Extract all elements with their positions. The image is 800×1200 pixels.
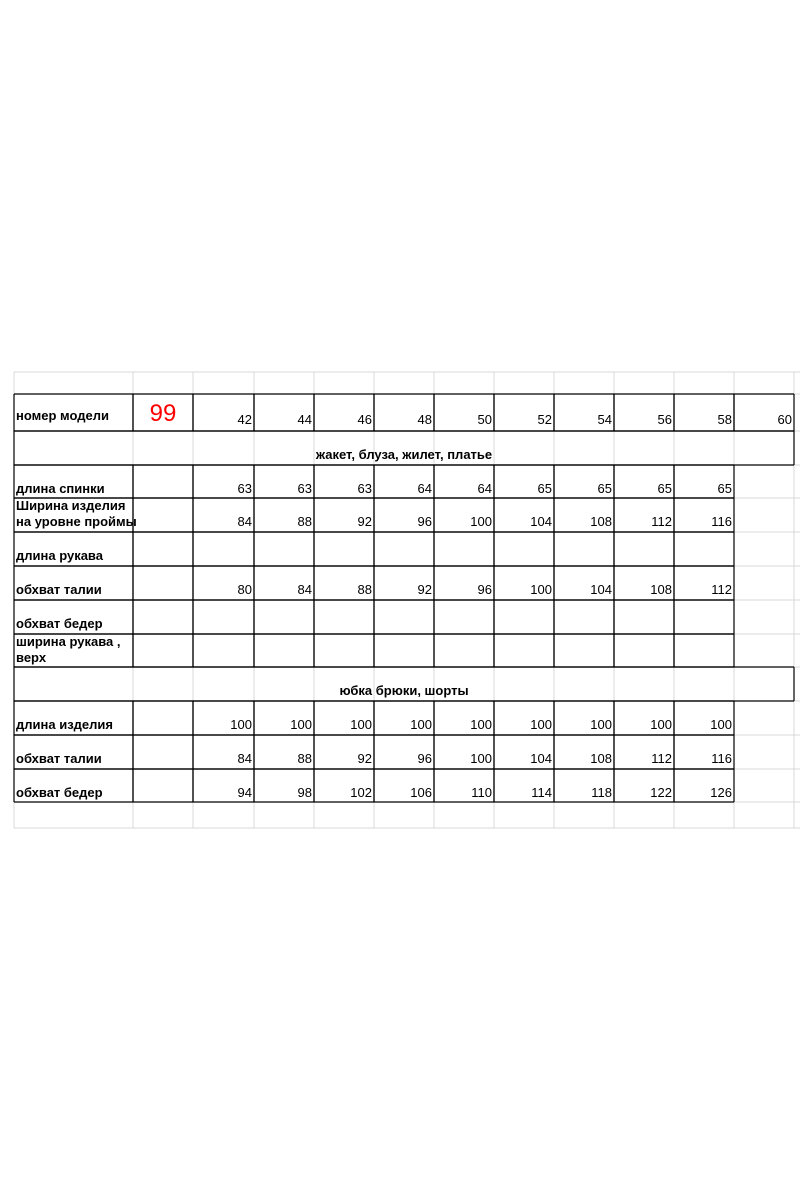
value-cell bbox=[614, 634, 674, 667]
value-cell bbox=[614, 600, 674, 634]
value-cell: 104 bbox=[590, 582, 612, 597]
value-cell: 108 bbox=[590, 514, 612, 529]
value-cell: 65 bbox=[537, 481, 552, 496]
value-cell: 96 bbox=[417, 751, 432, 766]
value-cell: 88 bbox=[297, 751, 312, 766]
row-label bbox=[14, 769, 173, 802]
value-cell: 100 bbox=[530, 717, 552, 732]
row-label-line: ширина рукава , bbox=[16, 634, 121, 649]
value-cell: 65 bbox=[597, 481, 612, 496]
size-header-cell: 60 bbox=[777, 412, 792, 427]
value-cell: 100 bbox=[410, 717, 432, 732]
value-cell: 92 bbox=[357, 751, 372, 766]
value-cell: 100 bbox=[710, 717, 732, 732]
size-header-cell: 52 bbox=[537, 412, 552, 427]
value-cell: 100 bbox=[650, 717, 672, 732]
value-cell bbox=[554, 532, 614, 566]
value-cell bbox=[193, 600, 254, 634]
value-cell: 64 bbox=[477, 481, 492, 496]
size-header-cell: 58 bbox=[717, 412, 732, 427]
value-cell bbox=[193, 634, 254, 667]
value-cell: 106 bbox=[410, 785, 432, 800]
value-cell: 84 bbox=[237, 751, 252, 766]
value-cell bbox=[614, 532, 674, 566]
row-label bbox=[14, 532, 173, 566]
value-cell: 65 bbox=[657, 481, 672, 496]
value-cell bbox=[674, 634, 734, 667]
value-cell: 100 bbox=[530, 582, 552, 597]
value-cell: 64 bbox=[417, 481, 432, 496]
size-header-cell: 46 bbox=[357, 412, 372, 427]
value-cell: 108 bbox=[590, 751, 612, 766]
row-label-line: обхват талии bbox=[16, 582, 102, 597]
value-cell: 100 bbox=[290, 717, 312, 732]
value-cell bbox=[674, 600, 734, 634]
value-cell: 102 bbox=[350, 785, 372, 800]
value-cell bbox=[554, 600, 614, 634]
value-cell: 88 bbox=[357, 582, 372, 597]
value-cell: 114 bbox=[531, 785, 552, 800]
row-label-line: обхват бедер bbox=[16, 785, 103, 800]
value-cell: 92 bbox=[357, 514, 372, 529]
value-cell bbox=[254, 600, 314, 634]
row-label bbox=[14, 701, 173, 735]
value-cell bbox=[434, 532, 494, 566]
value-cell: 96 bbox=[417, 514, 432, 529]
value-cell: 100 bbox=[470, 751, 492, 766]
size-header-cell: 44 bbox=[297, 412, 312, 427]
value-cell: 108 bbox=[650, 582, 672, 597]
value-cell bbox=[193, 532, 254, 566]
value-cell: 100 bbox=[230, 717, 252, 732]
value-cell: 98 bbox=[297, 785, 312, 800]
model-number-label: номер модели bbox=[16, 408, 109, 423]
size-header-cell: 54 bbox=[597, 412, 612, 427]
value-cell: 100 bbox=[470, 514, 492, 529]
value-cell bbox=[374, 600, 434, 634]
value-cell: 92 bbox=[417, 582, 432, 597]
row-label-line: длина спинки bbox=[16, 481, 105, 496]
value-cell: 88 bbox=[297, 514, 312, 529]
value-cell: 118 bbox=[591, 785, 612, 800]
value-cell bbox=[314, 634, 374, 667]
value-cell: 63 bbox=[357, 481, 372, 496]
value-cell: 63 bbox=[237, 481, 252, 496]
value-cell: 104 bbox=[530, 751, 552, 766]
value-cell: 104 bbox=[530, 514, 552, 529]
value-cell bbox=[374, 634, 434, 667]
value-cell bbox=[254, 634, 314, 667]
size-header-cell: 42 bbox=[237, 412, 252, 427]
value-cell: 94 bbox=[237, 785, 252, 800]
size-header-cell: 56 bbox=[657, 412, 672, 427]
row-label-line: обхват талии bbox=[16, 751, 102, 766]
row-label-line: Ширина изделия bbox=[16, 498, 126, 513]
row-label bbox=[14, 600, 173, 634]
row-label-line: обхват бедер bbox=[16, 616, 103, 631]
value-cell: 84 bbox=[237, 514, 252, 529]
value-cell bbox=[254, 532, 314, 566]
value-cell bbox=[374, 532, 434, 566]
row-label-line: длина рукава bbox=[16, 548, 103, 563]
value-cell: 100 bbox=[350, 717, 372, 732]
row-label-line: длина изделия bbox=[16, 717, 113, 732]
value-cell: 84 bbox=[297, 582, 312, 597]
value-cell: 100 bbox=[590, 717, 612, 732]
value-cell: 112 bbox=[651, 751, 672, 766]
row-label bbox=[14, 735, 173, 769]
row-label bbox=[14, 634, 173, 667]
row-label bbox=[14, 566, 173, 600]
value-cell bbox=[494, 634, 554, 667]
value-cell bbox=[434, 634, 494, 667]
section-title: юбка брюки, шорты bbox=[339, 683, 469, 698]
value-cell: 100 bbox=[470, 717, 492, 732]
value-cell bbox=[494, 532, 554, 566]
section-title: жакет, блуза, жилет, платье bbox=[315, 447, 493, 462]
size-header-cell: 48 bbox=[417, 412, 432, 427]
row-label bbox=[14, 498, 173, 532]
value-cell bbox=[434, 600, 494, 634]
value-cell bbox=[494, 600, 554, 634]
value-cell: 116 bbox=[711, 514, 732, 529]
value-cell: 112 bbox=[651, 514, 672, 529]
row-label-line: на уровне проймы bbox=[16, 514, 137, 529]
size-header-cell: 50 bbox=[477, 412, 492, 427]
model-number-value: 99 bbox=[149, 400, 177, 427]
value-cell bbox=[314, 600, 374, 634]
value-cell: 116 bbox=[711, 751, 732, 766]
value-cell: 110 bbox=[471, 785, 492, 800]
row-label bbox=[14, 465, 173, 498]
value-cell: 112 bbox=[711, 582, 732, 597]
value-cell bbox=[314, 532, 374, 566]
value-cell: 80 bbox=[237, 582, 252, 597]
value-cell: 63 bbox=[297, 481, 312, 496]
value-cell: 96 bbox=[477, 582, 492, 597]
value-cell: 65 bbox=[717, 481, 732, 496]
row-label-line: верх bbox=[16, 650, 47, 665]
value-cell bbox=[674, 532, 734, 566]
value-cell: 126 bbox=[710, 785, 732, 800]
value-cell bbox=[554, 634, 614, 667]
value-cell: 122 bbox=[650, 785, 672, 800]
